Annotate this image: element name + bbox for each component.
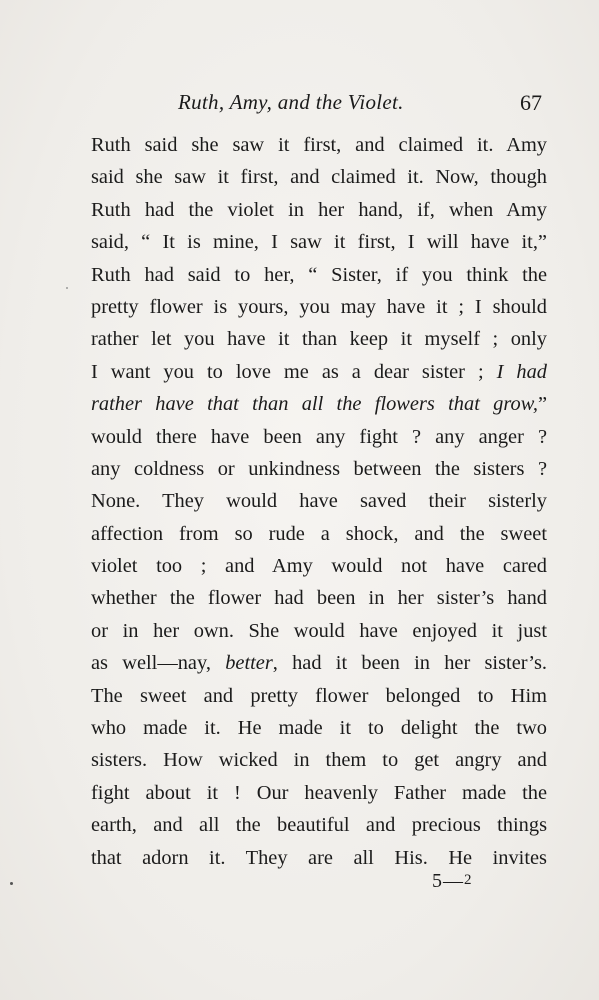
text-line bbox=[91, 291, 547, 323]
running-title: Ruth, Amy, and the Violet. bbox=[178, 90, 404, 114]
signature-sub: 2 bbox=[464, 872, 473, 888]
text-line bbox=[91, 809, 547, 841]
text-segment: as well—nay, bbox=[91, 652, 226, 675]
text-segment: who made it. He made it to delight the two bbox=[91, 717, 547, 740]
text-segment: whether the flower had been in her sister’s hand bbox=[91, 587, 547, 610]
signature-main: 5— bbox=[432, 870, 464, 892]
text-segment: The sweet and pretty flower belonged to Him bbox=[91, 684, 547, 707]
text-segment: Ruth said she saw it first, and claimed it. Amy bbox=[91, 134, 547, 156]
text-line bbox=[91, 453, 547, 485]
text-segment: earth, and all the beautiful and precious things bbox=[91, 814, 547, 837]
text-segment: would there have been any fight ? any anger ? bbox=[91, 425, 547, 448]
text-line bbox=[91, 226, 547, 258]
ink-speck bbox=[10, 882, 13, 885]
text-line bbox=[91, 615, 547, 647]
text-segment: said she saw it first, and claimed it. Now, though bbox=[91, 166, 547, 189]
text-line bbox=[91, 744, 547, 776]
text-segment: rather let you have it than keep it myself ; only bbox=[91, 328, 547, 351]
italic-text-segment: better bbox=[225, 652, 273, 675]
text-segment: that adorn it. They are all His. He invites bbox=[91, 846, 547, 869]
text-line bbox=[91, 582, 547, 614]
text-segment: Ruth had the violet in her hand, if, when Amy bbox=[91, 198, 547, 221]
text-segment: sisters. How wicked in them to get angry and bbox=[91, 749, 547, 772]
text-segment: any coldness or unkindness between the sisters ? bbox=[91, 457, 547, 480]
text-line bbox=[91, 485, 547, 517]
page-number: 67 bbox=[520, 90, 542, 115]
ink-speck bbox=[66, 287, 68, 289]
text-line bbox=[91, 194, 547, 226]
text-line bbox=[91, 129, 547, 161]
text-line bbox=[91, 777, 547, 809]
text-segment: Ruth had said to her, “ Sister, if you think the bbox=[91, 263, 547, 286]
signature-mark bbox=[432, 870, 473, 893]
text-line bbox=[91, 680, 547, 712]
text-segment: or in her own. She would have enjoyed it just bbox=[91, 619, 547, 642]
text-segment: , had it been in her sister’s. bbox=[272, 652, 547, 675]
text-line bbox=[91, 323, 547, 355]
running-head bbox=[90, 84, 542, 118]
text-segment: said, “ It is mine, I saw it first, I will have it,” bbox=[91, 231, 547, 254]
text-line bbox=[91, 550, 547, 582]
text-line bbox=[91, 712, 547, 744]
text-line bbox=[91, 161, 547, 193]
text-line bbox=[91, 356, 547, 388]
body-text bbox=[91, 129, 547, 874]
text-line bbox=[91, 842, 547, 874]
text-line bbox=[91, 421, 547, 453]
text-segment: violet too ; and Amy would not have cared bbox=[91, 555, 547, 578]
text-line bbox=[91, 259, 547, 291]
text-line bbox=[91, 518, 547, 550]
text-segment: pretty flower is yours, you may have it ; I should bbox=[91, 295, 547, 318]
text-line bbox=[91, 388, 547, 420]
text-line bbox=[91, 647, 547, 679]
text-segment: affection from so rude a shock, and the sweet bbox=[91, 522, 547, 545]
italic-text-segment: I had bbox=[496, 360, 547, 383]
text-segment: I want you to love me as a dear sister ; bbox=[91, 360, 497, 383]
text-segment: None. They would have saved their sisterly bbox=[91, 490, 547, 513]
italic-text-segment: rather have that than all the flowers that grow, bbox=[91, 393, 538, 416]
text-segment: ” bbox=[537, 393, 547, 416]
text-segment: fight about it ! Our heavenly Father made the bbox=[91, 781, 547, 804]
